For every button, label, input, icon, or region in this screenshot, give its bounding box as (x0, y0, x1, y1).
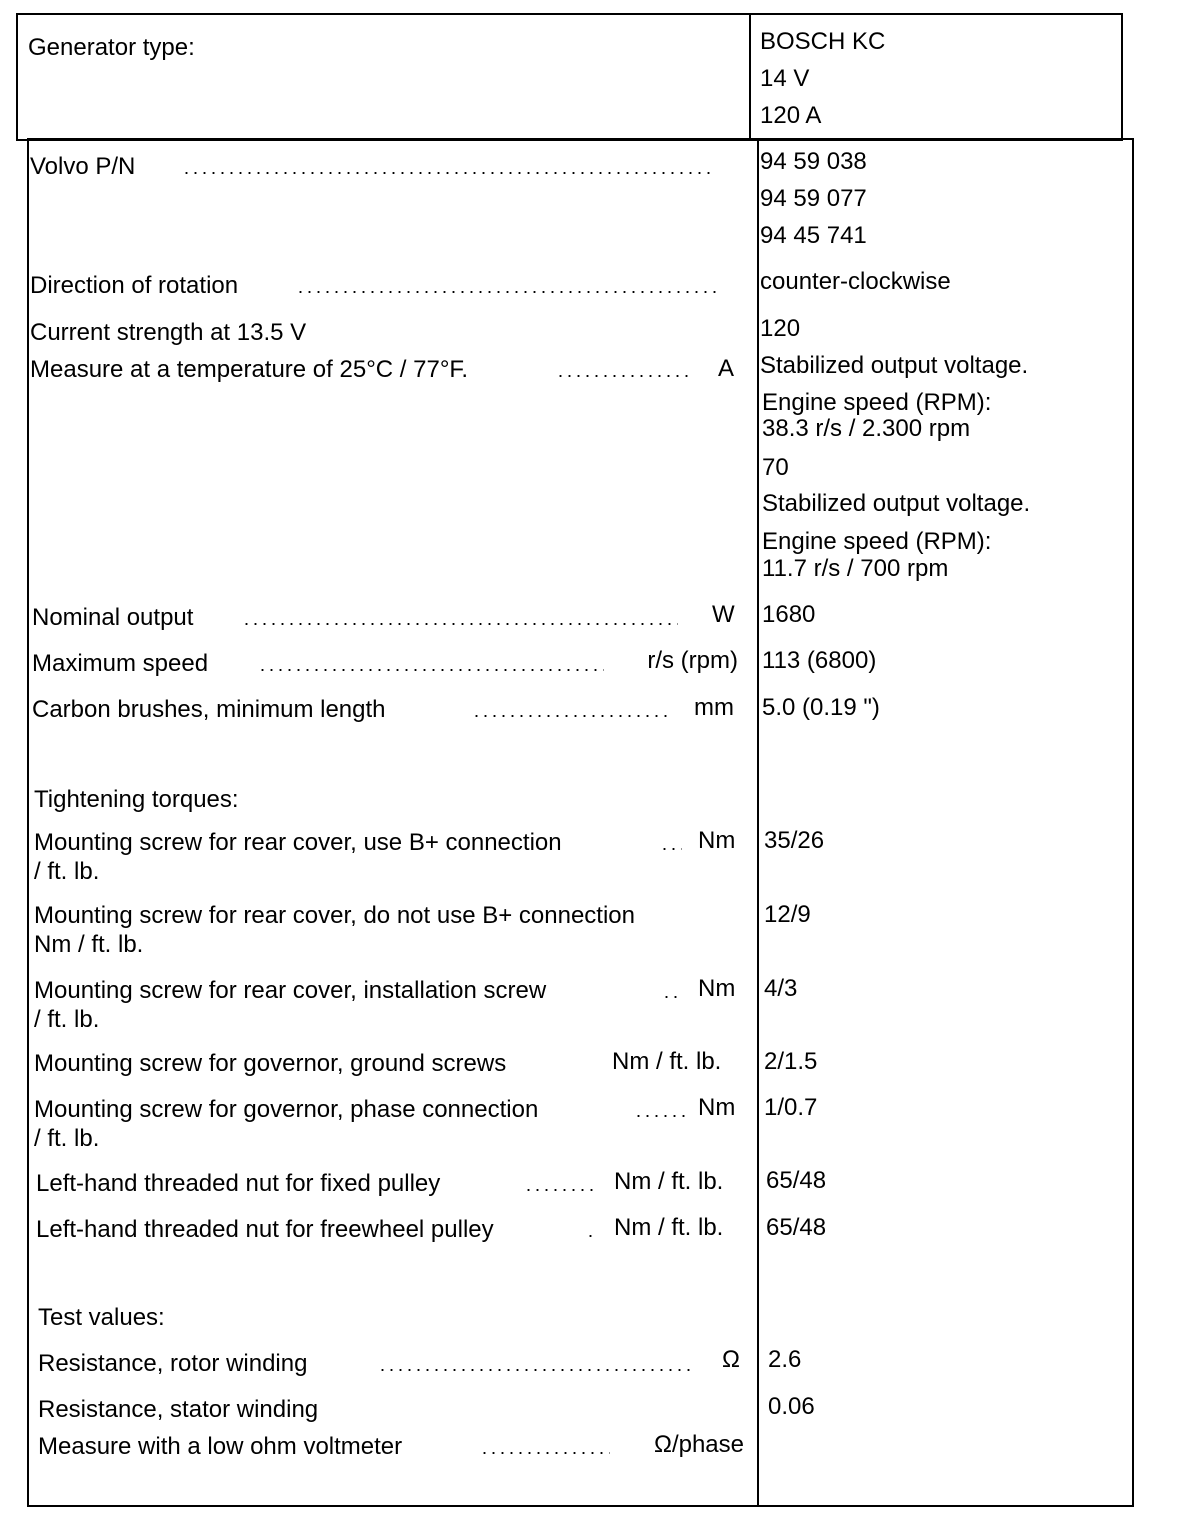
torque-label-1: Mounting screw for rear cover, use B+ connection (34, 829, 562, 856)
torque-cont-2: Nm / ft. lb. (34, 931, 144, 958)
rotor-unit: Ω (722, 1346, 740, 1373)
volvo-pn-label: Volvo P/N (30, 153, 136, 180)
generator-voltage: 14 V (760, 65, 810, 92)
current-value-2: 70 (762, 454, 789, 481)
nominal-output-unit: W (712, 601, 735, 628)
current-unit: A (718, 355, 735, 382)
torque-leader-5 (634, 1115, 686, 1117)
torque-label-4: Mounting screw for governor, ground screws (34, 1050, 507, 1077)
torque-leader-3 (662, 996, 682, 998)
torque-label-2: Mounting screw for rear cover, do not use B+ connection (34, 902, 635, 929)
current-note-1: Stabilized output voltage. (760, 352, 1029, 379)
stator-label: Resistance, stator winding (38, 1396, 319, 1423)
current-leader (556, 375, 688, 377)
current-speed-2: 11.7 r/s / 700 rpm (762, 555, 949, 582)
torques-heading: Tightening torques: (34, 786, 239, 813)
current-speed-label-1: Engine speed (RPM): (762, 389, 992, 416)
torque-unit-7: Nm / ft. lb. (614, 1214, 724, 1241)
brushes-leader (472, 715, 668, 717)
nominal-output-label: Nominal output (32, 604, 194, 631)
current-speed-label-2: Engine speed (RPM): (762, 528, 992, 555)
stator-leader (480, 1452, 610, 1454)
torque-unit-5: Nm (698, 1094, 736, 1121)
current-note-2: Stabilized output voltage. (762, 490, 1031, 517)
rotation-label: Direction of rotation (30, 272, 239, 299)
current-measure-label: Measure at a temperature of 25°C / 77°F. (30, 356, 469, 383)
nominal-output-leader (242, 623, 678, 625)
torque-leader-1 (660, 848, 682, 850)
stator-value: 0.06 (768, 1393, 815, 1420)
stator-unit: Ω/phase (654, 1431, 744, 1458)
torque-value-7: 65/48 (766, 1214, 827, 1241)
torque-value-6: 65/48 (766, 1167, 827, 1194)
spec-column-divider (757, 139, 759, 1506)
stator-measure-label: Measure with a low ohm voltmeter (38, 1433, 403, 1460)
rotor-value: 2.6 (768, 1346, 802, 1373)
nominal-output-value: 1680 (762, 601, 816, 628)
header-column-divider (749, 14, 751, 139)
torque-leader-7 (586, 1235, 598, 1237)
generator-type-label: Generator type: (28, 34, 195, 61)
brushes-label: Carbon brushes, minimum length (32, 696, 386, 723)
brushes-unit: mm (694, 694, 734, 721)
torque-cont-5: / ft. lb. (34, 1125, 100, 1152)
torque-value-4: 2/1.5 (764, 1048, 818, 1075)
torque-value-5: 1/0.7 (764, 1094, 818, 1121)
rotation-value: counter-clockwise (760, 268, 951, 295)
brushes-value: 5.0 (0.19 ") (762, 694, 880, 721)
rotor-label: Resistance, rotor winding (38, 1350, 308, 1377)
max-speed-value: 113 (6800) (762, 647, 877, 674)
header-table (16, 13, 1123, 141)
torque-unit-3: Nm (698, 975, 736, 1002)
volvo-pn-3: 94 45 741 (760, 222, 867, 249)
torque-value-2: 12/9 (764, 901, 811, 928)
torque-label-6: Left-hand threaded nut for fixed pulley (36, 1170, 441, 1197)
volvo-pn-1: 94 59 038 (760, 148, 867, 175)
max-speed-unit: r/s (rpm) (647, 647, 738, 674)
torque-unit-1: Nm (698, 827, 736, 854)
torque-cont-3: / ft. lb. (34, 1006, 100, 1033)
current-label: Current strength at 13.5 V (30, 319, 307, 346)
generator-model: BOSCH KC (760, 28, 886, 55)
torque-leader-6 (524, 1189, 596, 1191)
rotation-leader (296, 291, 716, 293)
torque-value-3: 4/3 (764, 975, 798, 1002)
max-speed-leader (258, 669, 604, 671)
rotor-leader (378, 1369, 696, 1371)
torque-unit-6: Nm / ft. lb. (614, 1168, 724, 1195)
tests-heading: Test values: (38, 1304, 165, 1331)
torque-unit-4: Nm / ft. lb. (612, 1048, 722, 1075)
torque-label-5: Mounting screw for governor, phase connection (34, 1096, 539, 1123)
torque-label-7: Left-hand threaded nut for freewheel pulley (36, 1216, 494, 1243)
torque-value-1: 35/26 (764, 827, 825, 854)
volvo-pn-2: 94 59 077 (760, 185, 867, 212)
current-value-1: 120 (760, 315, 801, 342)
max-speed-label: Maximum speed (32, 650, 209, 677)
generator-current: 120 A (760, 102, 822, 129)
torque-cont-1: / ft. lb. (34, 858, 100, 885)
volvo-pn-leader (182, 172, 716, 174)
current-speed-1: 38.3 r/s / 2.300 rpm (762, 415, 971, 442)
torque-label-3: Mounting screw for rear cover, installation screw (34, 977, 547, 1004)
